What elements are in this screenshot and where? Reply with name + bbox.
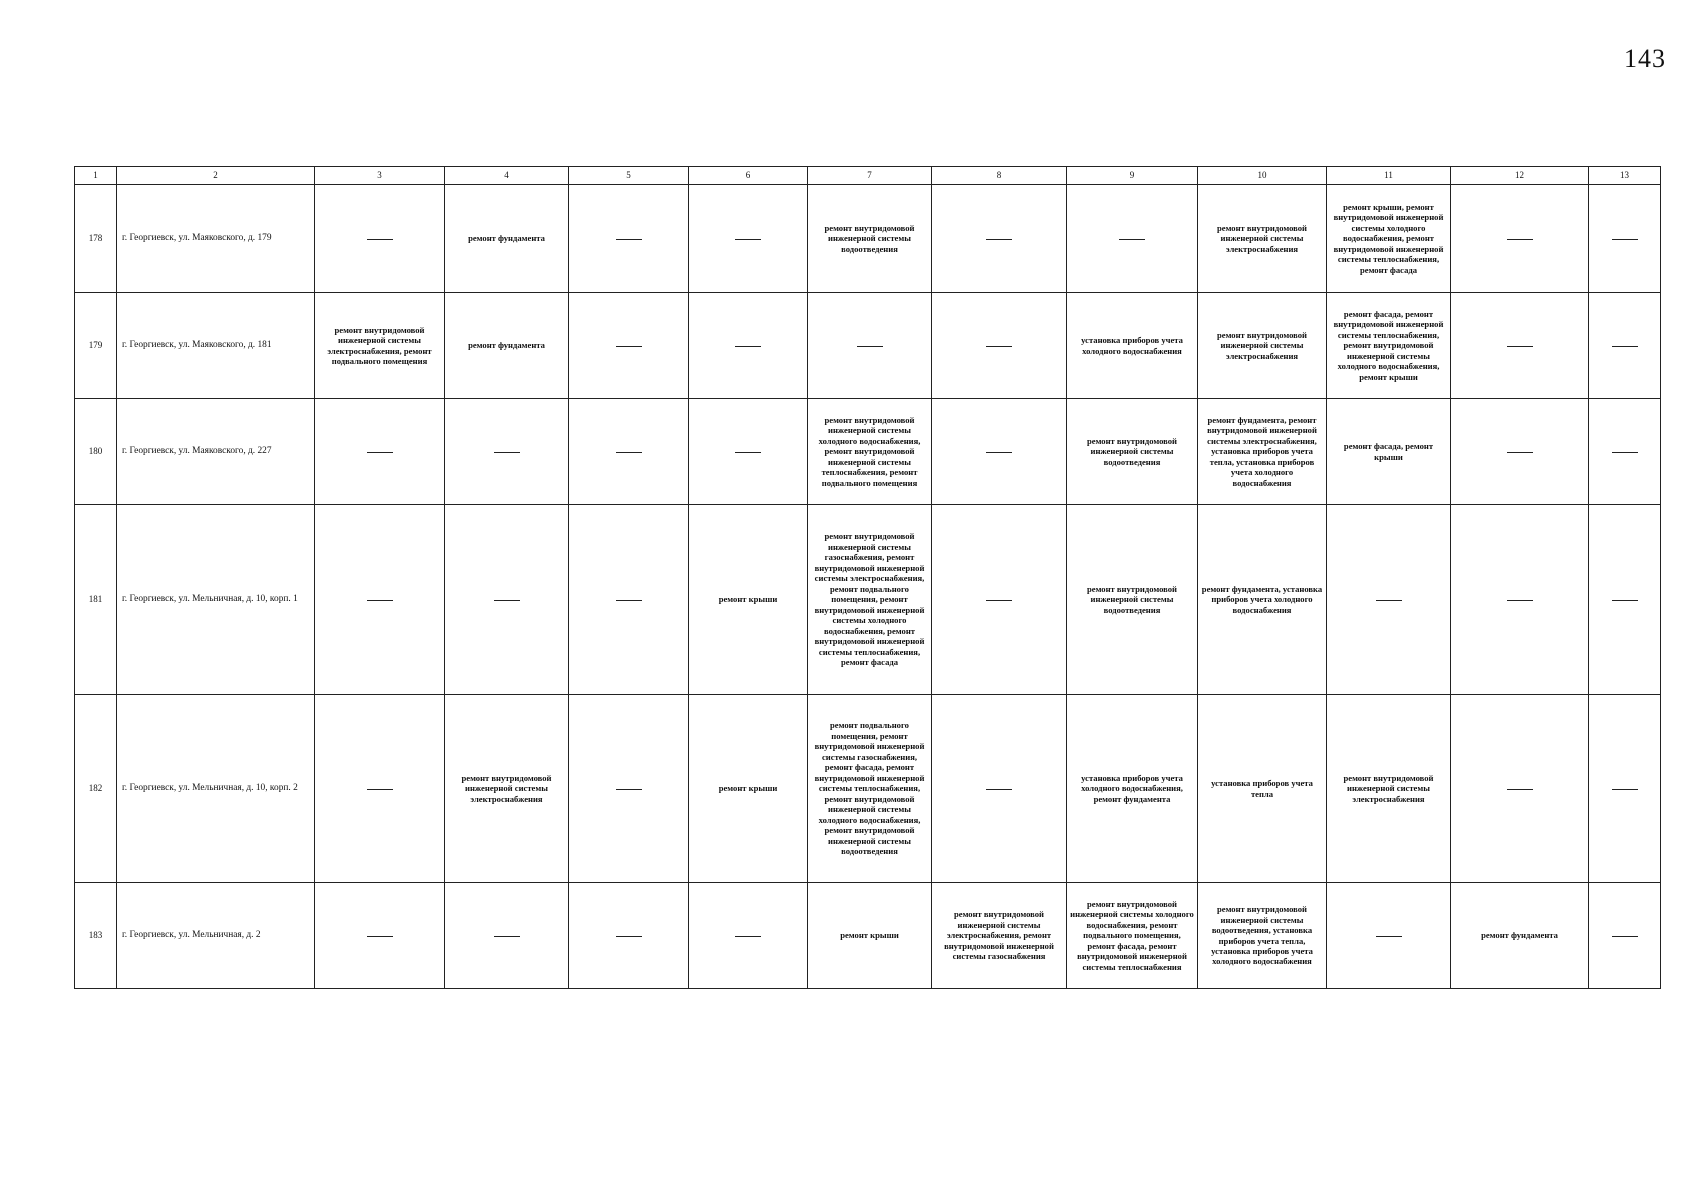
empty-cell [689,883,808,989]
column-header-10: 10 [1198,167,1327,185]
dash-mark [1507,452,1533,453]
dash-mark [1507,600,1533,601]
work-type-cell: установка приборов учета холодного водоснабжения [1067,293,1198,399]
dash-mark [735,239,761,240]
dash-mark [367,936,393,937]
work-type-cell: ремонт фундамента [445,293,569,399]
work-type-cell: ремонт внутридомовой инженерной системы электроснабжения, ремонт внутридомовой инженерной системы газоснабжения [932,883,1067,989]
empty-cell [932,399,1067,505]
dash-mark [367,789,393,790]
dash-mark [1376,600,1402,601]
column-header-5: 5 [569,167,689,185]
empty-cell [1589,293,1661,399]
dash-mark [735,346,761,347]
empty-cell [932,293,1067,399]
table-body [75,185,1661,989]
work-type-cell: ремонт внутридомовой инженерной системы водоотведения [1067,399,1198,505]
row-number-cell: 182 [75,695,117,883]
dash-mark [494,452,520,453]
work-type-cell: ремонт крыши, ремонт внутридомовой инженерной системы холодного водоснабжения, ремонт внутридомовой инженерной системы теплоснабжения, ремонт фасада [1327,185,1451,293]
work-type-cell: установка приборов учета холодного водоснабжения, ремонт фундамента [1067,695,1198,883]
dash-mark [1612,346,1638,347]
column-header-1: 1 [75,167,117,185]
empty-cell [1451,399,1589,505]
work-type-cell: установка приборов учета тепла [1198,695,1327,883]
address-cell: г. Георгиевск, ул. Маяковского, д. 181 [117,293,315,399]
work-type-cell: ремонт внутридомовой инженерной системы водоотведения, установка приборов учета тепла, установка приборов учета холодного водоснабжения [1198,883,1327,989]
column-header-3: 3 [315,167,445,185]
dash-mark [1612,936,1638,937]
address-cell: г. Георгиевск, ул. Мельничная, д. 10, корп. 2 [117,695,315,883]
column-header-11: 11 [1327,167,1451,185]
dash-mark [494,936,520,937]
row-number-cell: 181 [75,505,117,695]
table-row [75,505,1661,695]
dash-mark [986,600,1012,601]
work-type-cell: ремонт крыши [808,883,932,989]
empty-cell [1451,293,1589,399]
table-row [75,695,1661,883]
empty-cell [569,399,689,505]
empty-cell [689,293,808,399]
empty-cell [1327,883,1451,989]
work-type-cell: ремонт внутридомовой инженерной системы холодного водоснабжения, ремонт подвального помещения, ремонт фасада, ремонт внутридомовой инженерной системы теплоснабжения [1067,883,1198,989]
dash-mark [616,789,642,790]
work-type-cell: ремонт фасада, ремонт крыши [1327,399,1451,505]
empty-cell [808,293,932,399]
dash-mark [1612,789,1638,790]
empty-cell [445,399,569,505]
work-type-cell: ремонт фундамента, ремонт внутридомовой инженерной системы электроснабжения, установка приборов учета тепла, установка приборов учета холодного водоснабжения [1198,399,1327,505]
work-type-cell: ремонт внутридомовой инженерной системы электроснабжения [1198,293,1327,399]
column-header-12: 12 [1451,167,1589,185]
empty-cell [569,883,689,989]
empty-cell [315,185,445,293]
empty-cell [1589,185,1661,293]
dash-mark [986,789,1012,790]
table-row [75,399,1661,505]
dash-mark [616,239,642,240]
column-header-13: 13 [1589,167,1661,185]
empty-cell [445,505,569,695]
column-header-7: 7 [808,167,932,185]
dash-mark [616,346,642,347]
row-number-cell: 178 [75,185,117,293]
dash-mark [616,936,642,937]
work-type-cell: ремонт фундамента [445,185,569,293]
dash-mark [1612,239,1638,240]
empty-cell [932,185,1067,293]
dash-mark [1376,936,1402,937]
row-number-cell: 179 [75,293,117,399]
empty-cell [569,695,689,883]
dash-mark [367,452,393,453]
empty-cell [569,293,689,399]
empty-cell [569,185,689,293]
empty-cell [1589,695,1661,883]
column-header-4: 4 [445,167,569,185]
dash-mark [1612,452,1638,453]
empty-cell [569,505,689,695]
page-number: 143 [1624,44,1666,73]
work-type-cell: ремонт внутридомовой инженерной системы водоотведения [1067,505,1198,695]
empty-cell [1451,695,1589,883]
dash-mark [1507,789,1533,790]
work-type-cell: ремонт крыши [689,505,808,695]
dash-mark [1507,346,1533,347]
header-row [75,167,1661,185]
address-cell: г. Георгиевск, ул. Мельничная, д. 2 [117,883,315,989]
column-header-8: 8 [932,167,1067,185]
dash-mark [1507,239,1533,240]
dash-mark [857,346,883,347]
dash-mark [986,452,1012,453]
work-type-cell: ремонт фасада, ремонт внутридомовой инженерной системы теплоснабжения, ремонт внутридомовой инженерной системы холодного водоснабжения, ремонт крыши [1327,293,1451,399]
dash-mark [735,452,761,453]
work-type-cell: ремонт фундамента [1451,883,1589,989]
empty-cell [315,695,445,883]
work-type-cell: ремонт внутридомовой инженерной системы газоснабжения, ремонт внутридомовой инженерной системы электроснабжения, ремонт подвального помещения, ремонт внутридомовой инженерной системы холодного водоснабжения, ремонт внутридомовой инженерной системы теплоснабжения, ремонт фасада [808,505,932,695]
work-type-cell: ремонт крыши [689,695,808,883]
empty-cell [689,399,808,505]
empty-cell [1451,505,1589,695]
work-type-cell: ремонт внутридомовой инженерной системы электроснабжения [1198,185,1327,293]
dash-mark [1119,239,1145,240]
work-type-cell: ремонт внутридомовой инженерной системы холодного водоснабжения, ремонт внутридомовой инженерной системы теплоснабжения, ремонт подвального помещения [808,399,932,505]
dash-mark [616,600,642,601]
dash-mark [494,600,520,601]
work-type-cell: ремонт внутридомовой инженерной системы водоотведения [808,185,932,293]
empty-cell [315,505,445,695]
row-number-cell: 180 [75,399,117,505]
empty-cell [1451,185,1589,293]
table-row [75,185,1661,293]
dash-mark [1612,600,1638,601]
repair-plan-table [74,166,1661,989]
work-type-cell: ремонт внутридомовой инженерной системы электроснабжения, ремонт подвального помещения [315,293,445,399]
dash-mark [986,346,1012,347]
work-type-cell: ремонт внутридомовой инженерной системы электроснабжения [445,695,569,883]
table-row [75,293,1661,399]
work-type-cell: ремонт внутридомовой инженерной системы электроснабжения [1327,695,1451,883]
table-row [75,883,1661,989]
empty-cell [1589,883,1661,989]
column-header-6: 6 [689,167,808,185]
work-type-cell: ремонт подвального помещения, ремонт внутридомовой инженерной системы газоснабжения, ремонт фасада, ремонт внутридомовой инженерной системы теплоснабжения, ремонт внутридомовой инженерной системы холодного водоснабжения, ремонт внутридомовой инженерной системы водоотведения [808,695,932,883]
address-cell: г. Георгиевск, ул. Маяковского, д. 227 [117,399,315,505]
dash-mark [616,452,642,453]
empty-cell [445,883,569,989]
dash-mark [367,600,393,601]
work-type-cell: ремонт фундамента, установка приборов учета холодного водоснабжения [1198,505,1327,695]
empty-cell [1067,185,1198,293]
empty-cell [315,399,445,505]
dash-mark [367,239,393,240]
empty-cell [1327,505,1451,695]
address-cell: г. Георгиевск, ул. Маяковского, д. 179 [117,185,315,293]
address-cell: г. Георгиевск, ул. Мельничная, д. 10, корп. 1 [117,505,315,695]
empty-cell [689,185,808,293]
column-header-2: 2 [117,167,315,185]
dash-mark [735,936,761,937]
empty-cell [1589,399,1661,505]
empty-cell [932,695,1067,883]
empty-cell [1589,505,1661,695]
column-header-9: 9 [1067,167,1198,185]
empty-cell [315,883,445,989]
dash-mark [986,239,1012,240]
empty-cell [932,505,1067,695]
row-number-cell: 183 [75,883,117,989]
